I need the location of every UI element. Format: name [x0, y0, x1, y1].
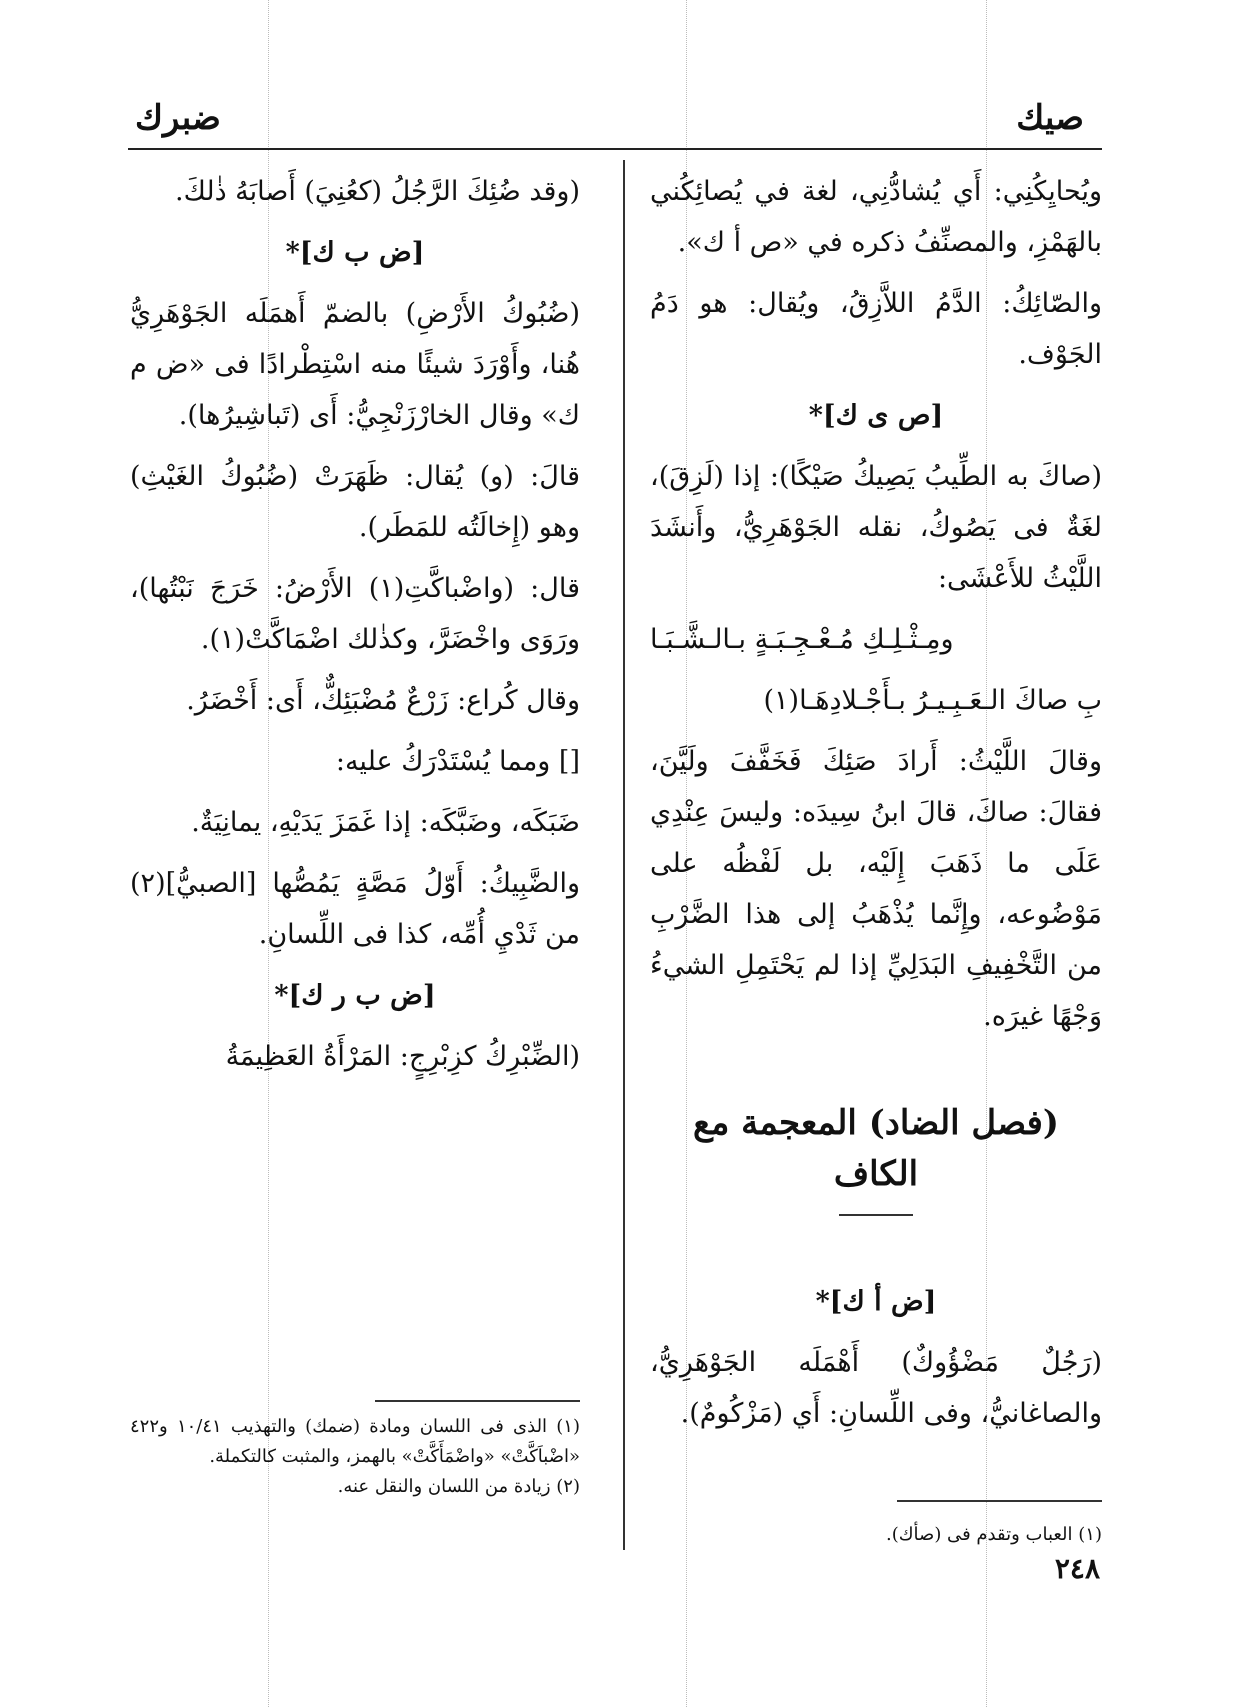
entry-text: قال: (واضْباكَّتِ(١) الأَرْضُ: خَرَجَ نَبْتُها)، ورَوَى واخْضَرَّ، وكذٰلك اضْمَاكَّتْ(١).: [130, 573, 580, 655]
page-number: ٢٤٨: [1054, 1552, 1100, 1585]
root-heading: [ض أ ك]*: [815, 1286, 937, 1317]
entry-text: ويُحايِكُنِي: أَي يُشادُّنِي، لغة في يُصائِكُني بالهَمْزِ، والمصنِّفُ ذكره في «ص أ ك».: [650, 176, 1102, 258]
entry-text: وقال كُراع: زَرْعٌ مُضْبَئِكٌّ، أَى: أَخْضَرُ.: [186, 685, 580, 716]
entry-text: قالَ: (و) يُقال: ظَهَرَتْ (ضُبُوكُ الغَيْثِ) وهو (إِخالَتُه للمَطَر).: [130, 461, 580, 543]
running-header-right: صيك: [1016, 98, 1084, 138]
entry-text: (ضُبُوكُ الأَرْضِ) بالضمّ أَهمَلَه الجَوْهَرِيُّ هُنا، وأَوْرَدَ شيئًا منه اسْتِطْرادًا فى «ض م ك» وقال الخارْزَنْجِيُّ: أَى (تَباشِيرُها).: [130, 298, 580, 431]
header-rule: [128, 148, 1102, 150]
entry-text: (وقد ضُئِكَ الرَّجُلُ (كعُنِيَ) أَصابَهُ ذٰلكَ.: [175, 176, 580, 207]
footnotes-right: [662, 1520, 1102, 1550]
root-heading: [ض ب ك]*: [285, 237, 425, 268]
running-header-left: ضبرك: [135, 98, 221, 138]
entry-text: والصّائِكُ: الدَّمُ اللاَّزِقُ، ويُقال: هو دَمُ الجَوْف.: [650, 288, 1102, 370]
root-heading: [ص ى ك]*: [808, 400, 944, 431]
entry-text: وقالَ اللَّيْثُ: أَرادَ صَئِكَ فَخَفَّفَ ولَيَّنَ، فقالَ: صاكَ، قالَ ابنُ سِيدَه: وليسَ عِنْدِي عَلَى ما ذَهَبَ إِلَيْه، بل لَفْظُه على مَوْضُوعه، وإِنَّما يُذْهَبُ إلى هذا الضَّرْبِ من التَّخْفِيفِ البَدَلِيِّ إذا لم يَحْتَمِلِ الشيءُ وَجْهًا غيرَه.: [650, 746, 1102, 1032]
footnote: (١) العباب وتقدم فى (صأك).: [885, 1524, 1102, 1545]
right-column: [650, 166, 1102, 1449]
section-title: (فصل الضاد) المعجمة مع الكاف: [693, 1103, 1059, 1194]
section-rule: [839, 1214, 913, 1216]
entry-text: (رَجُلٌ مَضْؤُوكٌ) أَهْمَلَه الجَوْهَرِيُّ، والصاغانيُّ، وفى اللِّسانِ: أَي (مَزْكُومٌ).: [650, 1347, 1102, 1429]
root-heading: [ض ب ر ك]*: [274, 980, 436, 1011]
column-divider: [623, 160, 625, 1550]
footnote-rule: [897, 1500, 1102, 1502]
entry-text: ضَبَكَه، وضَبَّكَه: إذا غَمَزَ يَدَيْهِ، يمانِيَةٌ.: [191, 807, 580, 838]
entry-text: [] ومما يُسْتَدْرَكُ عليه:: [335, 746, 580, 777]
footnote: (٢) زيادة من اللسان والنقل عنه.: [337, 1476, 580, 1497]
footnotes-left: [130, 1412, 580, 1502]
verse-line: ومِـثْـلِـكِ مُـعْـجِـبَـةٍ بـالـشَّـبَـا: [650, 624, 954, 655]
footnote-rule: [375, 1400, 580, 1402]
footnote: (١) الذى فى اللسان ومادة (ضمك) والتهذيب ١٠/٤١ و٤٢٢ «اضْباَكَّتْ» «واضْمَأَكَّتْ» بالهمز، والمثبت كالتكملة.: [130, 1416, 580, 1467]
verse-line: بِ صاكَ الـعَـبِـيـرُ بـأَجْـلادِهَـا(١): [763, 685, 1102, 716]
entry-text: (صاكَ به الطِّيبُ يَصِيكُ صَيْكًا): إذا (لَزِقَ)، لغَةٌ فى يَصُوكُ، نقله الجَوْهَرِيُّ، وأَنشَدَ اللَّيْثُ للأَعْشَى:: [650, 461, 1102, 594]
left-column: [130, 166, 580, 1092]
entry-text: (الضِّبْرِكُ كزِبْرِجٍ: المَرْأَةُ العَظِيمَةُ: [225, 1041, 580, 1072]
entry-text: والضَّبِيكُ: أَوّلُ مَصَّةٍ يَمُصُّها [الصبيُّ](٢) من ثَدْيِ أُمِّه، كذا فى اللِّسانِ.: [130, 868, 580, 950]
